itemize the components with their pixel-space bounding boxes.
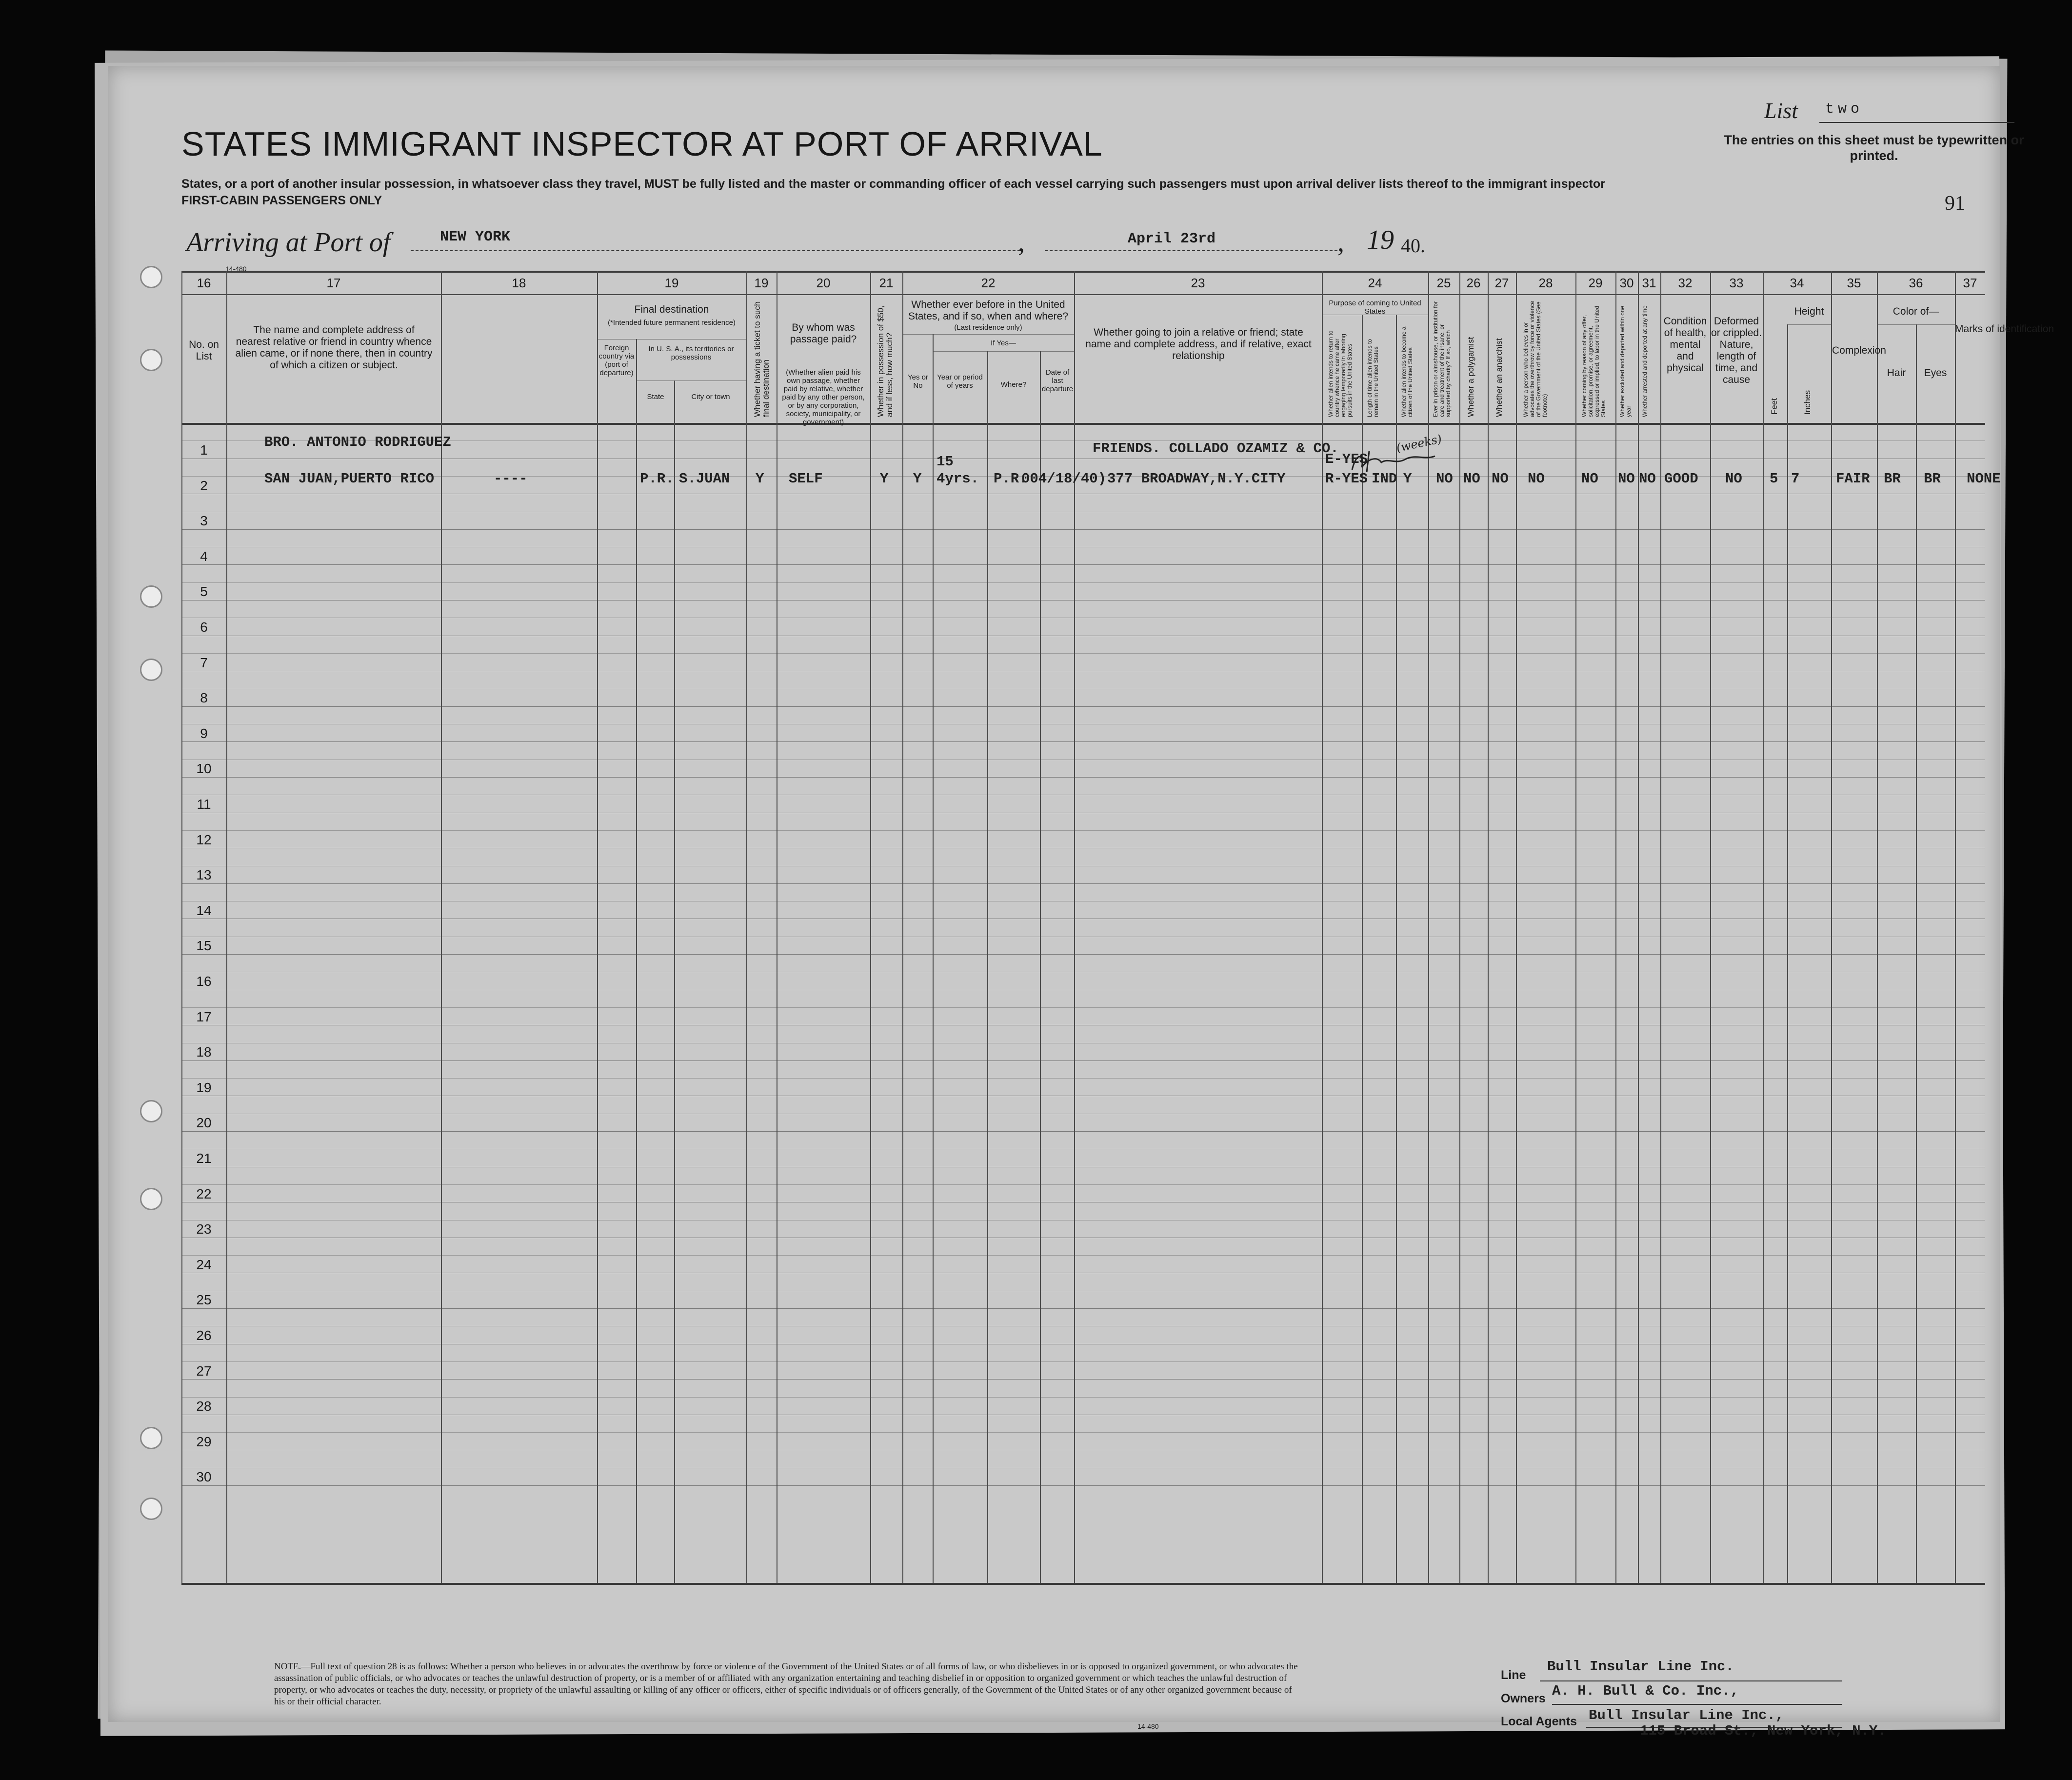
column-rule — [933, 334, 934, 1583]
entry-join-line2: 377 BROADWAY,N.Y.CITY — [1107, 471, 1286, 487]
column-rule — [1040, 351, 1041, 1583]
handwritten-signature — [1347, 445, 1440, 475]
entry-period-top: 15 — [936, 454, 954, 470]
entry-money: Y — [880, 471, 889, 487]
column-number: 28 — [1538, 276, 1553, 290]
row-half-rule — [181, 582, 1985, 583]
header-if-yes: If Yes— — [991, 339, 1016, 347]
row-number: 16 — [196, 973, 212, 989]
line-underline — [1540, 1680, 1842, 1681]
header-join-relative: Whether going to join a relative or friend; state name and complete address, and if relative, exact relationship — [1085, 327, 1312, 361]
header-last-residence: (Last residence only) — [954, 323, 1022, 332]
list-value: two — [1825, 101, 1864, 118]
row-number: 25 — [196, 1292, 212, 1308]
column-number: 33 — [1729, 276, 1744, 290]
column-number: 29 — [1588, 276, 1603, 290]
column-number: 26 — [1466, 276, 1481, 290]
header-marks: Marks of identification — [1955, 323, 2054, 335]
header-health: Condition of health, mental and physical — [1663, 316, 1707, 374]
row-number: 20 — [196, 1115, 212, 1131]
entry-polygamist: NO — [1463, 471, 1480, 487]
binder-hole — [140, 659, 162, 681]
header-eyes: Eyes — [1924, 367, 1947, 379]
header-nearest-relative: The name and complete address of nearest relative or friend in country whence alien came, or if none there, then in country of which a citizen or subject. — [235, 324, 433, 371]
header-ticket: Whether having a ticket to such final destination — [753, 301, 771, 417]
column-rule — [1322, 271, 1323, 1583]
row-half-rule — [181, 1184, 1985, 1185]
entry-intend-citizen: Y — [1403, 471, 1412, 487]
column-number: 23 — [1191, 276, 1205, 290]
entry-marks: NONE — [1967, 471, 2001, 487]
column-rule — [1459, 271, 1460, 1583]
column-rule — [1575, 271, 1576, 1583]
column-rule — [1396, 315, 1397, 1583]
header-polygamist: Whether a polygamist — [1466, 337, 1475, 417]
binder-hole — [140, 1188, 162, 1210]
column-rule — [1877, 271, 1878, 1583]
row-number: 2 — [200, 478, 208, 493]
column-rule — [1362, 315, 1363, 1583]
row-number: 30 — [196, 1469, 212, 1485]
column-number: 19 — [664, 276, 679, 290]
column-number: 36 — [1909, 276, 1923, 290]
entry-city: S.JUAN — [679, 471, 730, 487]
row-rule — [181, 954, 1985, 955]
owners-underline — [1552, 1704, 1842, 1705]
header-passage-paid: By whom was passage paid? — [790, 322, 857, 345]
binder-hole — [140, 585, 162, 608]
entry-hair: BR — [1884, 471, 1901, 487]
header-bottom-rule — [181, 423, 1985, 425]
column-number: 37 — [1963, 276, 1977, 290]
page-title: STATES IMMIGRANT INSPECTOR AT PORT OF ARRIVAL — [181, 125, 1103, 163]
entry-feet: 5 — [1770, 471, 1778, 487]
year-suffix: 40. — [1401, 235, 1425, 257]
row-number: 11 — [197, 796, 211, 812]
table-bottom-rule — [181, 1583, 1985, 1585]
header-final-destination: Final destination — [634, 304, 709, 315]
column-number: 19 — [754, 276, 769, 290]
row-number: 29 — [196, 1434, 212, 1449]
entry-overthrow: NO — [1528, 471, 1545, 487]
entry-prison: NO — [1436, 471, 1453, 487]
column-number: 24 — [1368, 276, 1382, 290]
column-number: 21 — [879, 276, 894, 290]
date-value: April 23rd — [1128, 231, 1216, 247]
handwritten-weeks: (weeks) — [1395, 432, 1443, 455]
entry-relative-name: BRO. ANTONIO RODRIGUEZ — [264, 434, 451, 450]
header-yes-no: Yes or No — [908, 373, 928, 390]
header-passage-paid-note: (Whether alien paid his own passage, whether paid by relative, whether paid by any other person, or by any corporation, society, municipality, or government) — [782, 368, 865, 426]
row-number: 5 — [200, 584, 208, 600]
header-city: City or town — [691, 393, 730, 401]
local-agents-label: Local Agents — [1501, 1715, 1577, 1728]
first-cabin-note: FIRST-CABIN PASSENGERS ONLY — [181, 194, 382, 207]
header-usa-territories: In U. S. A., its territories or possessions — [648, 345, 734, 361]
subheader-rule — [933, 351, 1074, 352]
comma: , — [1337, 227, 1344, 258]
column-rule — [597, 271, 598, 1583]
column-rule — [1831, 271, 1832, 1583]
header-hair: Hair — [1887, 367, 1906, 379]
header-period-years: Year or period of years — [937, 373, 983, 390]
header-fifty-dollars: Whether in possession of $50, and if less, how much? — [876, 305, 894, 417]
column-number: 27 — [1494, 276, 1509, 290]
owners-label: Owners — [1501, 1692, 1546, 1705]
header-state: State — [647, 393, 664, 401]
subheader-rule — [597, 339, 746, 340]
column-rule — [1074, 271, 1075, 1583]
row-number: 12 — [196, 832, 212, 847]
column-number: 35 — [1847, 276, 1861, 290]
entry-paid-by: SELF — [789, 471, 823, 487]
row-number: 26 — [196, 1327, 212, 1343]
typewritten-note: The entries on this sheet must be typewritten or printed. — [1724, 133, 2024, 163]
table-top-rule — [181, 271, 1985, 273]
row-rule — [181, 741, 1985, 742]
instruction-line: States, or a port of another insular possession, in whatsoever class they travel, MUST be fully listed and the master or commanding officer of each vessel carrying such passengers must upon arrival deliver lists thereof to the immigrant inspector — [181, 177, 1605, 191]
column-number: 31 — [1642, 276, 1656, 290]
column-rule — [226, 271, 227, 1583]
row-half-rule — [181, 653, 1985, 654]
header-labor-offer: Whether coming by reason of any offer, solicitation, promise, or agreement, expressed or implied, to labor in the United States — [1581, 305, 1607, 417]
row-rule — [181, 1060, 1985, 1061]
row-number: 27 — [196, 1363, 212, 1379]
entry-deformed: NO — [1725, 471, 1742, 487]
header-foreign-country: Foreign country via (port of departure) — [598, 344, 635, 377]
column-number: 17 — [326, 276, 341, 290]
header-arrested: Whether arrested and deported at any time — [1641, 305, 1648, 417]
header-overthrow: Whether a person who believes in or advocates the overthrow by force or violence of the Government of the United States (See footnote) — [1522, 300, 1548, 417]
footer-form-code: 14-480 — [1137, 1722, 1159, 1730]
entry-anarchist: NO — [1492, 471, 1509, 487]
subheader-rule — [902, 334, 1074, 335]
row-number: 22 — [196, 1186, 212, 1201]
port-underline — [411, 250, 1020, 251]
row-half-rule — [181, 830, 1985, 831]
row-number: 19 — [196, 1080, 212, 1095]
column-number: 32 — [1678, 276, 1693, 290]
port-value: NEW YORK — [440, 229, 511, 245]
column-rule — [181, 271, 182, 1583]
footnote-question-28: NOTE.—Full text of question 28 is as follows: Whether a person who believes in or advocates the overthrow by force or violence of the Government of the United States or of all forms of law, or who disbelieves in or is opposed to organized government, or who advocates the assassination of public officials, or who advocates or teaches the unlawful destruction of property, or is a member of or affiliated with any organization entertaining and teaching disbelief in or opposition to organized government or which teaches the unlawful destruction of property, or who advocates or teaches the duty, necessity, or propriety of the unlawful assaulting or killing of any officer or officers, either of specific individuals or of officers generally, of the Government of the United States or of any other organized government because of his or their official character. — [274, 1661, 1298, 1707]
column-rule — [1955, 271, 1956, 1583]
row-half-rule — [181, 1007, 1985, 1008]
row-number: 21 — [196, 1150, 212, 1166]
entry-date-departure: 004/18/40) — [1021, 471, 1107, 487]
header-feet: Feet — [1770, 398, 1779, 415]
column-number: 30 — [1619, 276, 1634, 290]
owners-value: A. H. Bull & Co. Inc., — [1552, 1683, 1739, 1699]
row-rule — [181, 1131, 1985, 1132]
row-half-rule — [181, 1432, 1985, 1433]
header-prison: Ever in prison or almshouse, or institution for care and treatment of the insane, or supported by charity? If so, which — [1432, 301, 1452, 417]
column-rule — [1763, 271, 1764, 1583]
row-rule — [181, 706, 1985, 707]
column-rule — [636, 339, 637, 1583]
header-purpose-citizen: Whether alien intends to become a citizen of the United States — [1400, 326, 1414, 417]
column-rule — [1710, 271, 1711, 1583]
row-rule — [181, 1485, 1985, 1486]
entry-ticket: Y — [756, 471, 764, 487]
row-number: 8 — [200, 690, 208, 706]
header-color: Color of— — [1893, 306, 1939, 317]
header-purpose-return: Whether alien intends to return to country whence he came after engaging temporarily in laboring pursuits in the United States — [1327, 330, 1353, 417]
row-number: 28 — [196, 1399, 212, 1414]
column-rule — [441, 271, 442, 1583]
column-rule — [902, 271, 903, 1583]
header-purpose: Purpose of coming to United States — [1329, 299, 1421, 316]
row-half-rule — [181, 440, 1985, 441]
entry-purpose-r: R-YES — [1325, 471, 1368, 487]
header-where: Where? — [1000, 380, 1027, 389]
row-number: 18 — [196, 1044, 212, 1060]
date-underline — [1045, 250, 1337, 251]
manifest-table — [181, 271, 2054, 1583]
row-half-rule — [181, 1361, 1985, 1362]
column-rule — [674, 380, 675, 1583]
list-label: List — [1764, 98, 1798, 123]
row-rule — [181, 883, 1985, 884]
row-rule — [181, 564, 1985, 565]
column-number: 25 — [1436, 276, 1451, 290]
entry-inches: 7 — [1791, 471, 1800, 487]
header-excluded: Whether excluded and deported within one year — [1619, 305, 1632, 417]
row-half-rule — [181, 1397, 1985, 1398]
header-date-departure: Date of last departure — [1041, 368, 1074, 393]
row-half-rule — [181, 1255, 1985, 1256]
entry-purpose-ind: IND — [1372, 471, 1397, 487]
column-number: 22 — [981, 276, 996, 290]
row-number: 4 — [200, 548, 208, 564]
comma: , — [1018, 227, 1025, 258]
column-number: 20 — [816, 276, 831, 290]
entry-labor-offer: NO — [1581, 471, 1598, 487]
agents-address: 115 Broad St., New York, N.Y. — [1640, 1723, 1886, 1739]
column-number: 16 — [197, 276, 211, 290]
row-rule — [181, 529, 1985, 530]
entry-before-in-us: Y — [913, 471, 922, 487]
row-number: 23 — [196, 1221, 212, 1237]
header-purpose-length: Length of time alien intends to remain in the United States — [1366, 339, 1379, 417]
list-underline — [1819, 122, 2014, 123]
row-number: 24 — [196, 1257, 212, 1272]
row-number: 17 — [196, 1009, 212, 1024]
row-number: 1 — [200, 442, 208, 458]
line-value: Bull Insular Line Inc. — [1547, 1659, 1734, 1675]
column-rule — [1787, 324, 1788, 1583]
header-inches: Inches — [1803, 390, 1812, 415]
entry-eyes: BR — [1924, 471, 1941, 487]
page-number: 91 — [1945, 192, 1965, 215]
binder-hole — [140, 1427, 162, 1449]
column-rule — [746, 271, 747, 1583]
entry-purpose-e: E-YES — [1325, 451, 1368, 467]
header-ever-before-us: Whether ever before in the United States, and if so, when and where? — [908, 299, 1069, 322]
entry-join-line1: FRIENDS. COLLADO OZAMIZ & CO. — [1093, 440, 1339, 457]
entry-where: P.R. — [994, 471, 1028, 487]
column-rule — [1660, 271, 1661, 1583]
row-number: 10 — [196, 761, 212, 777]
entry-state: P.R. — [640, 471, 674, 487]
column-number: 18 — [512, 276, 526, 290]
column-rule — [1916, 324, 1917, 1583]
row-rule — [181, 1308, 1985, 1309]
binder-hole — [140, 349, 162, 371]
entry-foreign-country: ---- — [494, 471, 528, 487]
row-half-rule — [181, 1078, 1985, 1079]
header-anarchist: Whether an anarchist — [1494, 338, 1504, 417]
entry-relative-address: SAN JUAN,PUERTO RICO — [264, 471, 435, 487]
row-rule — [181, 777, 1985, 778]
column-rule — [870, 271, 871, 1583]
form-code: 14-480 — [225, 265, 247, 273]
binder-hole — [140, 1100, 162, 1122]
entry-health: GOOD — [1664, 471, 1698, 487]
column-rule — [1488, 271, 1489, 1583]
subheader-rule — [1787, 324, 1831, 325]
binder-hole — [140, 1498, 162, 1520]
row-rule — [181, 1379, 1985, 1380]
manifest-sheet — [108, 66, 2054, 1739]
header-no-on-list: No. on List — [189, 339, 219, 362]
year-prefix: 19 — [1367, 225, 1394, 255]
row-number: 15 — [196, 938, 212, 954]
entry-complexion: FAIR — [1836, 471, 1870, 487]
column-rule — [1615, 271, 1616, 1583]
line-label: Line — [1501, 1668, 1526, 1682]
entry-arrested: NO — [1639, 471, 1656, 487]
entry-period: 4yrs. — [936, 471, 979, 487]
column-number-rule — [181, 294, 1985, 295]
row-number: 3 — [200, 513, 208, 529]
row-number: 14 — [196, 902, 212, 918]
agents-value: Bull Insular Line Inc., — [1589, 1707, 1784, 1723]
row-number: 9 — [200, 725, 208, 741]
row-number: 7 — [200, 655, 208, 670]
header-height: Height — [1794, 306, 1824, 317]
binder-hole — [140, 266, 162, 288]
column-rule — [987, 351, 988, 1583]
row-number: 13 — [196, 867, 212, 883]
column-number: 34 — [1790, 276, 1804, 290]
entry-excluded: NO — [1618, 471, 1635, 487]
header-complexion: Complexion — [1832, 345, 1886, 356]
arriving-label: Arriving at Port of — [186, 227, 391, 258]
column-rule — [1638, 271, 1639, 1583]
header-final-destination-note: (*Intended future permanent residence) — [608, 319, 736, 327]
header-deformed: Deformed or crippled. Nature, length of time, and cause — [1711, 316, 1762, 385]
row-number: 6 — [200, 619, 208, 635]
subheader-rule — [636, 380, 746, 381]
column-rule — [1516, 271, 1517, 1583]
